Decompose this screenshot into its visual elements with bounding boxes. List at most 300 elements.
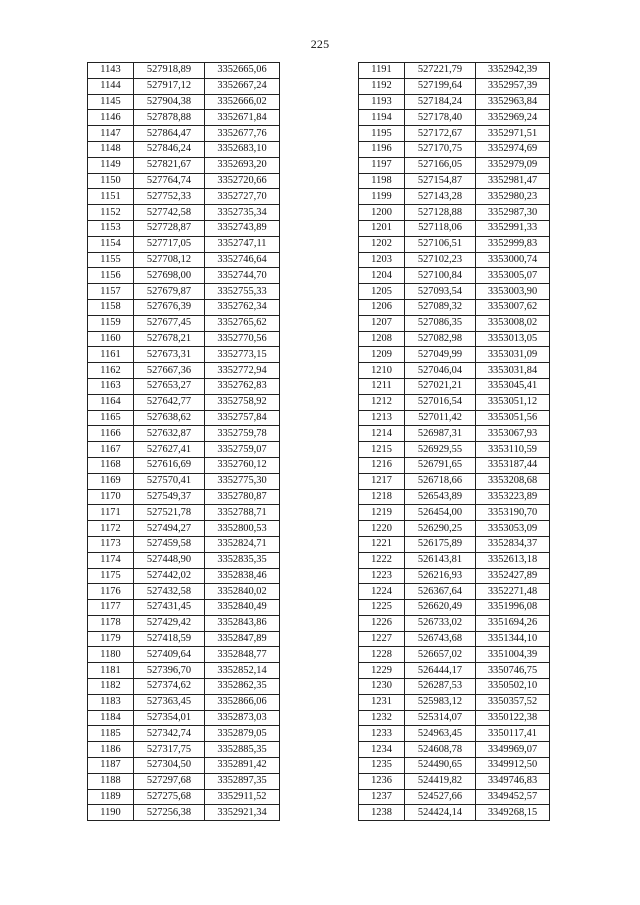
table-row <box>359 378 550 394</box>
table-row <box>88 410 280 426</box>
table-row <box>88 363 280 379</box>
point-number-cell: 1180 <box>88 647 134 663</box>
point-number-cell: 1222 <box>359 552 405 568</box>
table-row <box>88 742 280 758</box>
y-coordinate-cell: 3353008,02 <box>476 315 550 331</box>
x-coordinate-cell: 527089,32 <box>405 299 476 315</box>
x-coordinate-cell: 526454,00 <box>405 505 476 521</box>
table-row <box>88 679 280 695</box>
y-coordinate-cell: 3352770,56 <box>205 331 280 347</box>
y-coordinate-cell: 3352847,89 <box>205 631 280 647</box>
y-coordinate-cell: 3352759,78 <box>205 426 280 442</box>
y-coordinate-cell: 3352759,07 <box>205 442 280 458</box>
table-row <box>359 315 550 331</box>
point-number-cell: 1201 <box>359 220 405 236</box>
y-coordinate-cell: 3352848,77 <box>205 647 280 663</box>
table-row <box>359 363 550 379</box>
x-coordinate-cell: 527676,39 <box>134 299 205 315</box>
table-row <box>359 426 550 442</box>
y-coordinate-cell: 3353208,68 <box>476 473 550 489</box>
table-row <box>359 758 550 774</box>
table-row <box>359 473 550 489</box>
x-coordinate-cell: 527448,90 <box>134 552 205 568</box>
point-number-cell: 1209 <box>359 347 405 363</box>
x-coordinate-cell: 527616,69 <box>134 457 205 473</box>
x-coordinate-cell: 527166,05 <box>405 157 476 173</box>
x-coordinate-cell: 527764,74 <box>134 173 205 189</box>
table-row <box>88 110 280 126</box>
table-row <box>88 521 280 537</box>
table-row <box>359 568 550 584</box>
y-coordinate-cell: 3352665,06 <box>205 63 280 79</box>
x-coordinate-cell: 527846,24 <box>134 141 205 157</box>
y-coordinate-cell: 3352775,30 <box>205 473 280 489</box>
point-number-cell: 1192 <box>359 78 405 94</box>
table-row <box>359 252 550 268</box>
x-coordinate-cell: 526929,55 <box>405 442 476 458</box>
table-row <box>88 426 280 442</box>
table-row <box>88 236 280 252</box>
x-coordinate-cell: 527570,41 <box>134 473 205 489</box>
table-row <box>359 552 550 568</box>
y-coordinate-cell: 3352969,24 <box>476 110 550 126</box>
coordinates-table-right <box>358 62 550 821</box>
x-coordinate-cell: 527642,77 <box>134 394 205 410</box>
point-number-cell: 1167 <box>88 442 134 458</box>
y-coordinate-cell: 3352693,20 <box>205 157 280 173</box>
point-number-cell: 1149 <box>88 157 134 173</box>
table-row <box>88 505 280 521</box>
y-coordinate-cell: 3353067,93 <box>476 426 550 442</box>
y-coordinate-cell: 3352971,51 <box>476 126 550 142</box>
y-coordinate-cell: 3352613,18 <box>476 552 550 568</box>
x-coordinate-cell: 527086,35 <box>405 315 476 331</box>
x-coordinate-cell: 527374,62 <box>134 679 205 695</box>
x-coordinate-cell: 526620,49 <box>405 600 476 616</box>
table-body-left <box>88 63 280 821</box>
table-row <box>359 94 550 110</box>
table-row <box>359 347 550 363</box>
table-row <box>88 457 280 473</box>
x-coordinate-cell: 527917,12 <box>134 78 205 94</box>
x-coordinate-cell: 527442,02 <box>134 568 205 584</box>
table-row <box>359 742 550 758</box>
table-row <box>88 647 280 663</box>
y-coordinate-cell: 3352840,49 <box>205 600 280 616</box>
y-coordinate-cell: 3352735,34 <box>205 205 280 221</box>
point-number-cell: 1189 <box>88 789 134 805</box>
x-coordinate-cell: 526718,66 <box>405 473 476 489</box>
x-coordinate-cell: 527728,87 <box>134 220 205 236</box>
y-coordinate-cell: 3349452,57 <box>476 789 550 805</box>
point-number-cell: 1224 <box>359 584 405 600</box>
y-coordinate-cell: 3352897,35 <box>205 773 280 789</box>
x-coordinate-cell: 524527,66 <box>405 789 476 805</box>
y-coordinate-cell: 3352873,03 <box>205 710 280 726</box>
y-coordinate-cell: 3352427,89 <box>476 568 550 584</box>
y-coordinate-cell: 3350122,38 <box>476 710 550 726</box>
x-coordinate-cell: 524608,78 <box>405 742 476 758</box>
point-number-cell: 1205 <box>359 284 405 300</box>
y-coordinate-cell: 3352840,02 <box>205 584 280 600</box>
table-row <box>88 600 280 616</box>
table-row <box>88 726 280 742</box>
x-coordinate-cell: 527363,45 <box>134 694 205 710</box>
x-coordinate-cell: 524490,65 <box>405 758 476 774</box>
table-row <box>88 615 280 631</box>
y-coordinate-cell: 3352747,11 <box>205 236 280 252</box>
y-coordinate-cell: 3352824,71 <box>205 536 280 552</box>
y-coordinate-cell: 3352963,84 <box>476 94 550 110</box>
point-number-cell: 1186 <box>88 742 134 758</box>
table-row <box>359 331 550 347</box>
y-coordinate-cell: 3353110,59 <box>476 442 550 458</box>
point-number-cell: 1188 <box>88 773 134 789</box>
y-coordinate-cell: 3352942,39 <box>476 63 550 79</box>
point-number-cell: 1152 <box>88 205 134 221</box>
x-coordinate-cell: 526287,53 <box>405 679 476 695</box>
y-coordinate-cell: 3353051,12 <box>476 394 550 410</box>
y-coordinate-cell: 3351004,39 <box>476 647 550 663</box>
point-number-cell: 1234 <box>359 742 405 758</box>
x-coordinate-cell: 526175,89 <box>405 536 476 552</box>
x-coordinate-cell: 527154,87 <box>405 173 476 189</box>
table-row <box>88 78 280 94</box>
x-coordinate-cell: 527864,47 <box>134 126 205 142</box>
table-row <box>359 615 550 631</box>
point-number-cell: 1158 <box>88 299 134 315</box>
table-row <box>359 173 550 189</box>
x-coordinate-cell: 526543,89 <box>405 489 476 505</box>
x-coordinate-cell: 527667,36 <box>134 363 205 379</box>
point-number-cell: 1143 <box>88 63 134 79</box>
point-number-cell: 1229 <box>359 663 405 679</box>
table-row <box>88 347 280 363</box>
y-coordinate-cell: 3352755,33 <box>205 284 280 300</box>
point-number-cell: 1168 <box>88 457 134 473</box>
x-coordinate-cell: 527653,27 <box>134 378 205 394</box>
point-number-cell: 1227 <box>359 631 405 647</box>
y-coordinate-cell: 3352834,37 <box>476 536 550 552</box>
table-row <box>359 647 550 663</box>
y-coordinate-cell: 3352957,39 <box>476 78 550 94</box>
x-coordinate-cell: 527396,70 <box>134 663 205 679</box>
point-number-cell: 1146 <box>88 110 134 126</box>
point-number-cell: 1144 <box>88 78 134 94</box>
point-number-cell: 1162 <box>88 363 134 379</box>
table-row <box>88 252 280 268</box>
point-number-cell: 1148 <box>88 141 134 157</box>
point-number-cell: 1221 <box>359 536 405 552</box>
table-row <box>88 394 280 410</box>
x-coordinate-cell: 527708,12 <box>134 252 205 268</box>
point-number-cell: 1195 <box>359 126 405 142</box>
y-coordinate-cell: 3352980,23 <box>476 189 550 205</box>
table-row <box>359 299 550 315</box>
x-coordinate-cell: 527275,68 <box>134 789 205 805</box>
point-number-cell: 1187 <box>88 758 134 774</box>
point-number-cell: 1225 <box>359 600 405 616</box>
x-coordinate-cell: 527317,75 <box>134 742 205 758</box>
point-number-cell: 1163 <box>88 378 134 394</box>
point-number-cell: 1212 <box>359 394 405 410</box>
point-number-cell: 1199 <box>359 189 405 205</box>
x-coordinate-cell: 527049,99 <box>405 347 476 363</box>
x-coordinate-cell: 527679,87 <box>134 284 205 300</box>
point-number-cell: 1208 <box>359 331 405 347</box>
table-row <box>88 552 280 568</box>
y-coordinate-cell: 3352746,64 <box>205 252 280 268</box>
point-number-cell: 1161 <box>88 347 134 363</box>
x-coordinate-cell: 527304,50 <box>134 758 205 774</box>
y-coordinate-cell: 3353000,74 <box>476 252 550 268</box>
point-number-cell: 1193 <box>359 94 405 110</box>
table-row <box>88 489 280 505</box>
y-coordinate-cell: 3352772,94 <box>205 363 280 379</box>
point-number-cell: 1157 <box>88 284 134 300</box>
point-number-cell: 1196 <box>359 141 405 157</box>
table-row <box>359 521 550 537</box>
x-coordinate-cell: 527297,68 <box>134 773 205 789</box>
y-coordinate-cell: 3353187,44 <box>476 457 550 473</box>
point-number-cell: 1183 <box>88 694 134 710</box>
point-number-cell: 1154 <box>88 236 134 252</box>
x-coordinate-cell: 524963,45 <box>405 726 476 742</box>
x-coordinate-cell: 527354,01 <box>134 710 205 726</box>
table-row <box>88 220 280 236</box>
point-number-cell: 1145 <box>88 94 134 110</box>
y-coordinate-cell: 3352271,48 <box>476 584 550 600</box>
y-coordinate-cell: 3352666,02 <box>205 94 280 110</box>
x-coordinate-cell: 527118,06 <box>405 220 476 236</box>
x-coordinate-cell: 527221,79 <box>405 63 476 79</box>
point-number-cell: 1218 <box>359 489 405 505</box>
point-number-cell: 1177 <box>88 600 134 616</box>
x-coordinate-cell: 527632,87 <box>134 426 205 442</box>
x-coordinate-cell: 527878,88 <box>134 110 205 126</box>
point-number-cell: 1236 <box>359 773 405 789</box>
x-coordinate-cell: 526290,25 <box>405 521 476 537</box>
point-number-cell: 1165 <box>88 410 134 426</box>
y-coordinate-cell: 3353003,90 <box>476 284 550 300</box>
x-coordinate-cell: 527021,21 <box>405 378 476 394</box>
y-coordinate-cell: 3349969,07 <box>476 742 550 758</box>
y-coordinate-cell: 3352843,86 <box>205 615 280 631</box>
y-coordinate-cell: 3351344,10 <box>476 631 550 647</box>
table-row <box>88 268 280 284</box>
table-row <box>88 315 280 331</box>
x-coordinate-cell: 527016,54 <box>405 394 476 410</box>
table-row <box>359 63 550 79</box>
y-coordinate-cell: 3352879,05 <box>205 726 280 742</box>
x-coordinate-cell: 527904,38 <box>134 94 205 110</box>
y-coordinate-cell: 3352667,24 <box>205 78 280 94</box>
x-coordinate-cell: 527677,45 <box>134 315 205 331</box>
x-coordinate-cell: 527093,54 <box>405 284 476 300</box>
x-coordinate-cell: 527627,41 <box>134 442 205 458</box>
y-coordinate-cell: 3352773,15 <box>205 347 280 363</box>
point-number-cell: 1172 <box>88 521 134 537</box>
y-coordinate-cell: 3352987,30 <box>476 205 550 221</box>
y-coordinate-cell: 3352866,06 <box>205 694 280 710</box>
point-number-cell: 1233 <box>359 726 405 742</box>
table-row <box>88 663 280 679</box>
point-number-cell: 1215 <box>359 442 405 458</box>
x-coordinate-cell: 527549,37 <box>134 489 205 505</box>
x-coordinate-cell: 526657,02 <box>405 647 476 663</box>
point-number-cell: 1166 <box>88 426 134 442</box>
point-number-cell: 1173 <box>88 536 134 552</box>
table-row <box>359 157 550 173</box>
table-row <box>359 410 550 426</box>
x-coordinate-cell: 527742,58 <box>134 205 205 221</box>
point-number-cell: 1170 <box>88 489 134 505</box>
x-coordinate-cell: 526367,64 <box>405 584 476 600</box>
y-coordinate-cell: 3353013,05 <box>476 331 550 347</box>
x-coordinate-cell: 527106,51 <box>405 236 476 252</box>
point-number-cell: 1207 <box>359 315 405 331</box>
y-coordinate-cell: 3350357,52 <box>476 694 550 710</box>
y-coordinate-cell: 3352852,14 <box>205 663 280 679</box>
x-coordinate-cell: 526143,81 <box>405 552 476 568</box>
y-coordinate-cell: 3352999,83 <box>476 236 550 252</box>
table-row <box>359 710 550 726</box>
table-row <box>359 631 550 647</box>
point-number-cell: 1238 <box>359 805 405 821</box>
table-row <box>88 789 280 805</box>
y-coordinate-cell: 3352885,35 <box>205 742 280 758</box>
x-coordinate-cell: 525983,12 <box>405 694 476 710</box>
point-number-cell: 1175 <box>88 568 134 584</box>
point-number-cell: 1150 <box>88 173 134 189</box>
point-number-cell: 1228 <box>359 647 405 663</box>
y-coordinate-cell: 3352921,34 <box>205 805 280 821</box>
point-number-cell: 1213 <box>359 410 405 426</box>
point-number-cell: 1198 <box>359 173 405 189</box>
y-coordinate-cell: 3352758,92 <box>205 394 280 410</box>
x-coordinate-cell: 527431,45 <box>134 600 205 616</box>
table-row <box>88 189 280 205</box>
x-coordinate-cell: 527143,28 <box>405 189 476 205</box>
y-coordinate-cell: 3351996,08 <box>476 600 550 616</box>
table-row <box>88 584 280 600</box>
point-number-cell: 1185 <box>88 726 134 742</box>
x-coordinate-cell: 527698,00 <box>134 268 205 284</box>
table-row <box>359 679 550 695</box>
point-number-cell: 1156 <box>88 268 134 284</box>
point-number-cell: 1231 <box>359 694 405 710</box>
y-coordinate-cell: 3352671,84 <box>205 110 280 126</box>
y-coordinate-cell: 3352743,89 <box>205 220 280 236</box>
table-row <box>88 631 280 647</box>
point-number-cell: 1182 <box>88 679 134 695</box>
x-coordinate-cell: 527170,75 <box>405 141 476 157</box>
table-row <box>359 805 550 821</box>
coordinates-table-left <box>87 62 280 821</box>
x-coordinate-cell: 527429,42 <box>134 615 205 631</box>
point-number-cell: 1219 <box>359 505 405 521</box>
point-number-cell: 1169 <box>88 473 134 489</box>
table-row <box>359 773 550 789</box>
point-number-cell: 1151 <box>88 189 134 205</box>
table-row <box>88 805 280 821</box>
y-coordinate-cell: 3349268,15 <box>476 805 550 821</box>
table-body-right <box>359 63 550 821</box>
y-coordinate-cell: 3350117,41 <box>476 726 550 742</box>
table-row <box>88 694 280 710</box>
y-coordinate-cell: 3349746,83 <box>476 773 550 789</box>
point-number-cell: 1204 <box>359 268 405 284</box>
point-number-cell: 1155 <box>88 252 134 268</box>
table-row <box>359 584 550 600</box>
table-row <box>88 299 280 315</box>
x-coordinate-cell: 526791,65 <box>405 457 476 473</box>
y-coordinate-cell: 3352991,33 <box>476 220 550 236</box>
point-number-cell: 1211 <box>359 378 405 394</box>
table-row <box>359 78 550 94</box>
table-row <box>88 94 280 110</box>
y-coordinate-cell: 3352683,10 <box>205 141 280 157</box>
point-number-cell: 1190 <box>88 805 134 821</box>
page-number: 225 <box>310 37 330 51</box>
table-row <box>359 726 550 742</box>
y-coordinate-cell: 3352744,70 <box>205 268 280 284</box>
point-number-cell: 1214 <box>359 426 405 442</box>
point-number-cell: 1202 <box>359 236 405 252</box>
point-number-cell: 1220 <box>359 521 405 537</box>
table-row <box>359 663 550 679</box>
x-coordinate-cell: 527046,04 <box>405 363 476 379</box>
table-row <box>88 442 280 458</box>
y-coordinate-cell: 3352765,62 <box>205 315 280 331</box>
x-coordinate-cell: 527011,42 <box>405 410 476 426</box>
point-number-cell: 1194 <box>359 110 405 126</box>
point-number-cell: 1203 <box>359 252 405 268</box>
x-coordinate-cell: 527717,05 <box>134 236 205 252</box>
x-coordinate-cell: 526733,02 <box>405 615 476 631</box>
x-coordinate-cell: 527102,23 <box>405 252 476 268</box>
y-coordinate-cell: 3352760,12 <box>205 457 280 473</box>
point-number-cell: 1232 <box>359 710 405 726</box>
y-coordinate-cell: 3352727,70 <box>205 189 280 205</box>
point-number-cell: 1230 <box>359 679 405 695</box>
point-number-cell: 1217 <box>359 473 405 489</box>
x-coordinate-cell: 524424,14 <box>405 805 476 821</box>
y-coordinate-cell: 3352911,52 <box>205 789 280 805</box>
y-coordinate-cell: 3350502,10 <box>476 679 550 695</box>
point-number-cell: 1174 <box>88 552 134 568</box>
x-coordinate-cell: 527752,33 <box>134 189 205 205</box>
x-coordinate-cell: 527100,84 <box>405 268 476 284</box>
point-number-cell: 1206 <box>359 299 405 315</box>
x-coordinate-cell: 527256,38 <box>134 805 205 821</box>
point-number-cell: 1153 <box>88 220 134 236</box>
point-number-cell: 1216 <box>359 457 405 473</box>
y-coordinate-cell: 3353031,84 <box>476 363 550 379</box>
y-coordinate-cell: 3352762,83 <box>205 378 280 394</box>
table-row <box>359 205 550 221</box>
table-row <box>359 489 550 505</box>
y-coordinate-cell: 3352981,47 <box>476 173 550 189</box>
y-coordinate-cell: 3352891,42 <box>205 758 280 774</box>
table-row <box>359 110 550 126</box>
table-row <box>88 568 280 584</box>
table-row <box>359 600 550 616</box>
table-row <box>359 694 550 710</box>
y-coordinate-cell: 3353223,89 <box>476 489 550 505</box>
point-number-cell: 1178 <box>88 615 134 631</box>
y-coordinate-cell: 3353045,41 <box>476 378 550 394</box>
